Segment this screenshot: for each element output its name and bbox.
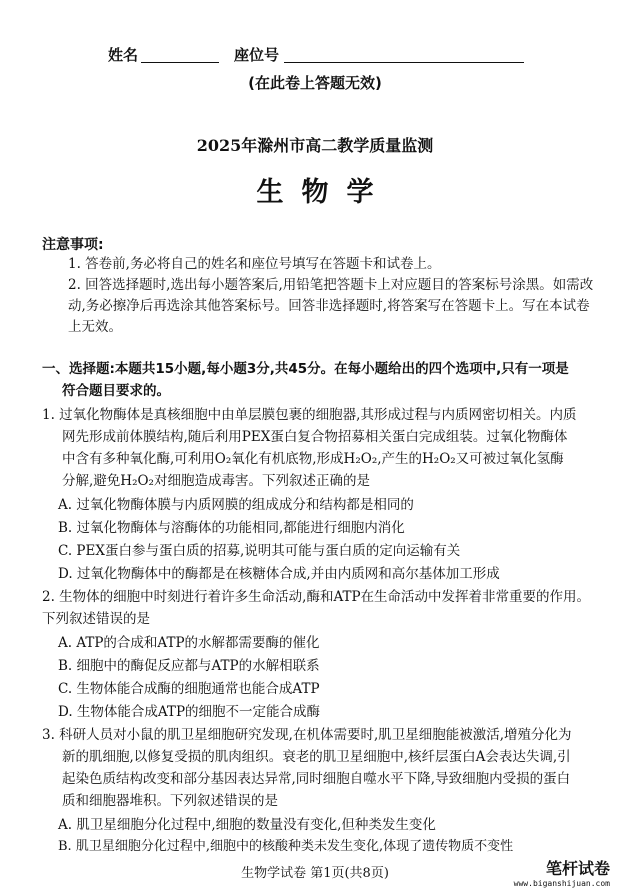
question-1-option-c: C. PEX蛋白参与蛋白质的招募,说明其可能与蛋白质的定向运输有关 — [58, 543, 461, 559]
question-2-option-d: D. 生物体能合成ATP的细胞不一定能合成酶 — [58, 704, 321, 720]
question-3-option-a: A. 肌卫星细胞分化过程中,细胞的数量没有变化,但种类发生变化 — [58, 817, 436, 833]
attention-item: 1. 答卷前,务必将自己的姓名和座位号填写在答题卡和试卷上。 — [68, 256, 441, 272]
section-heading-cont: 符合题目要求的。 — [62, 383, 170, 399]
question-line: 1. 过氧化物酶体是真核细胞中由单层膜包裹的细胞器,其形成过程与内质网密切相关。内质 — [42, 407, 577, 423]
question-line: 起染色质结构改变和部分基因表达异常,同时细胞自噬水平下降,导致细胞内受损的蛋白 — [62, 771, 571, 787]
attention-heading: 注意事项: — [42, 237, 104, 253]
name-blank-line — [141, 62, 219, 63]
question-1-option-d: D. 过氧化物酶体中的酶都是在核糖体合成,并由内质网和高尔基体加工形成 — [58, 566, 500, 582]
name-label: 姓名 — [108, 46, 139, 64]
question-2-option-c: C. 生物体能合成酶的细胞通常也能合成ATP — [58, 681, 320, 697]
question-line: 中含有多种氧化酶,可利用O₂氧化有机底物,形成H₂O₂,产生的H₂O₂又可被过氧化氢酶 — [62, 451, 564, 467]
attention-item: 2. 回答选择题时,选出每小题答案后,用铅笔把答题卡上对应题目的答案标号涂黑。如需改动,务必擦净后再选涂其他答案标号。回答非选择题时,将答案写在答题卡上。写在本试卷上无效。 — [68, 277, 594, 335]
watermark-name: 笔杆试卷 — [545, 859, 610, 878]
question-2-option-a: A. ATP的合成和ATP的水解都需要酶的催化 — [58, 635, 320, 651]
seat-label: 座位号 — [234, 46, 280, 64]
exam-title: 2025年滁州市高二教学质量监测 — [196, 136, 434, 155]
question-2-option-b: B. 细胞中的酶促反应都与ATP的水解相联系 — [58, 658, 320, 674]
question-1-option-a: A. 过氧化物酶体膜与内质网膜的组成成分和结构都是相同的 — [58, 497, 414, 513]
page-footer: 生物学试卷 第1页(共8页) — [241, 866, 389, 881]
seat-blank-line — [284, 62, 524, 63]
question-1-option-b: B. 过氧化物酶体与溶酶体的功能相同,都能进行细胞内消化 — [58, 520, 405, 536]
question-3-stem — [42, 724, 598, 812]
answer-invalid-notice: (在此卷上答题无效) — [248, 74, 382, 92]
question-line: 新的肌细胞,以修复受损的肌肉组织。衰老的肌卫星细胞中,核纤层蛋白A会表达失调,引 — [62, 749, 571, 765]
question-1-stem — [42, 404, 598, 492]
subject-title: 生物学 — [256, 177, 392, 208]
question-line: 质和细胞器堆积。下列叙述错误的是 — [62, 793, 278, 809]
question-line: 分解,避免H₂O₂对细胞造成毒害。下列叙述正确的是 — [62, 473, 370, 489]
watermark-url: www.biganshijuan.com — [513, 879, 610, 888]
question-line: 网先形成前体膜结构,随后利用PEX蛋白复合物招募相关蛋白完成组装。过氧化物酶体 — [62, 429, 568, 445]
question-3-option-b: B. 肌卫星细胞分化过程中,细胞中的核酸种类未发生变化,体现了遗传物质不变性 — [58, 839, 514, 854]
question-2-stem: 2. 生物体的细胞中时刻进行着许多生命活动,酶和ATP在生命活动中发挥着非常重要的作用。下列叙述错误的是 — [42, 589, 591, 627]
section-heading: 一、选择题:本题共15小题,每小题3分,共45分。在每小题给出的四个选项中,只有一项是 — [42, 361, 569, 377]
question-line: 3. 科研人员对小鼠的肌卫星细胞研究发现,在机体需要时,肌卫星细胞能被激活,增殖分化为 — [42, 727, 572, 743]
watermark-logo — [514, 856, 610, 888]
